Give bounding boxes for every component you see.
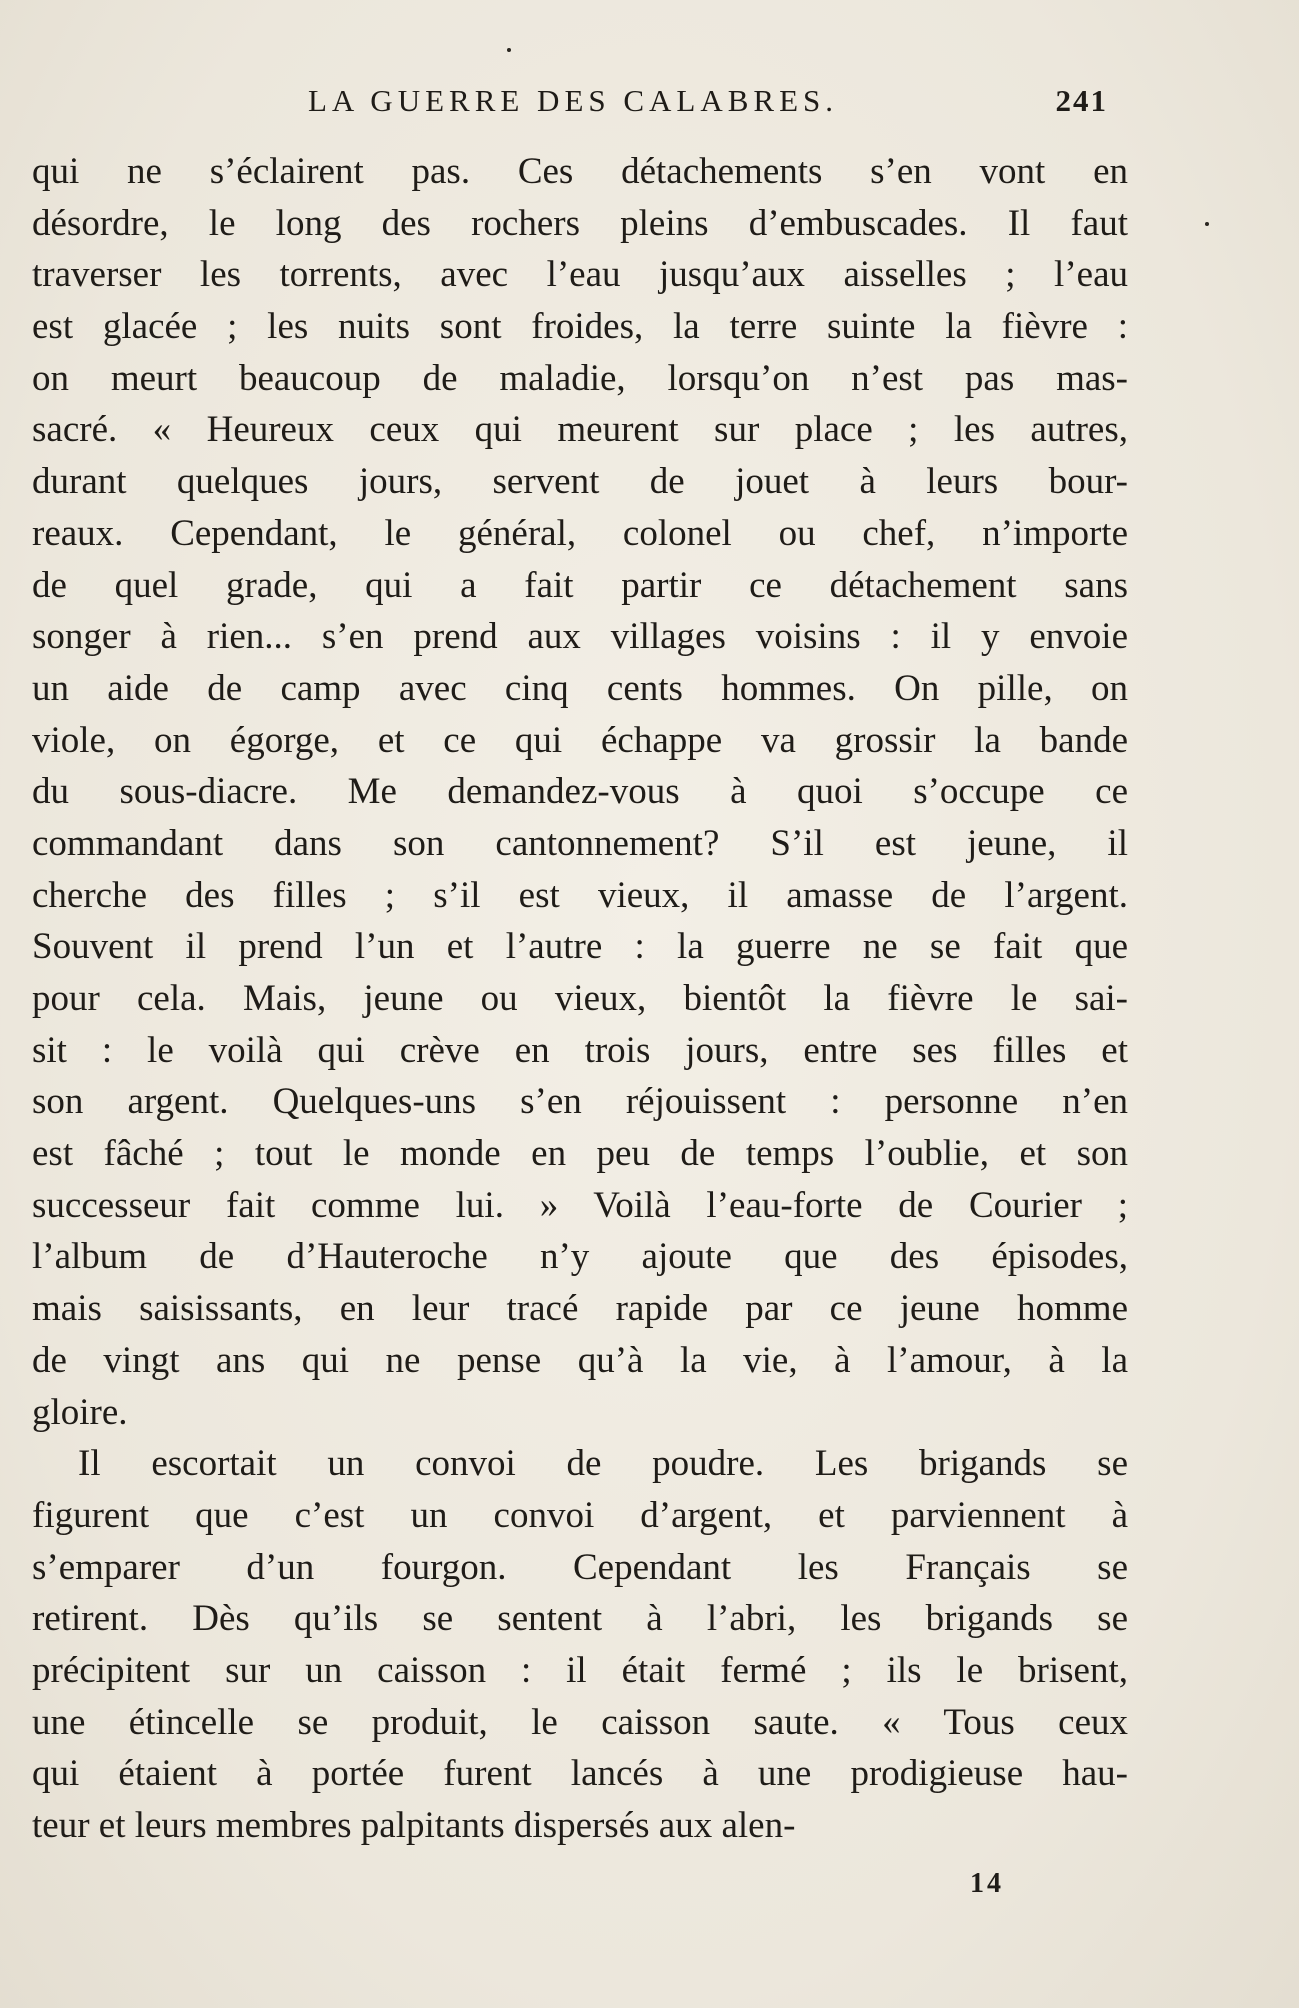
text-line: qui étaient à portée furent lancés à une prodigieuse hau- — [32, 1753, 1128, 1795]
text-line: son argent. Quelques-uns s’en réjouissent : personne n’en — [32, 1081, 1128, 1123]
text-line: pour cela. Mais, jeune ou vieux, bientôt la fièvre le sai- — [32, 978, 1128, 1019]
text-line: figurent que c’est un convoi d’argent, et parviennent à — [32, 1494, 1128, 1536]
text-line: l’album de d’Hauteroche n’y ajoute que des épisodes, — [32, 1236, 1128, 1278]
text-line: une étincelle se produit, le caisson saute. « Tous ceux — [32, 1701, 1128, 1743]
text-line: successeur fait comme lui. » Voilà l’eau-forte de Courier ; — [32, 1184, 1128, 1226]
text-line: reaux. Cependant, le général, colonel ou chef, n’importe — [32, 512, 1128, 554]
text-line: Souvent il prend l’un et l’autre : la guerre ne se fait que — [32, 926, 1128, 968]
text-line: Il escortait un convoi de poudre. Les brigands se — [78, 1443, 1128, 1485]
text-line: s’emparer d’un fourgon. Cependant les Français se — [32, 1546, 1128, 1588]
text-line: viole, on égorge, et ce qui échappe va grossir la bande — [32, 719, 1128, 761]
text-line: cherche des filles ; s’il est vieux, il amasse de l’argent. — [32, 874, 1128, 916]
body-text — [32, 146, 1128, 1852]
text-line: sacré. « Heureux ceux qui meurent sur place ; les autres, — [32, 409, 1128, 451]
text-line: de vingt ans qui ne pense qu’à la vie, à l’amour, à la — [32, 1339, 1128, 1381]
text-line: est fâché ; tout le monde en peu de temps l’oublie, et son — [32, 1133, 1128, 1175]
paragraph — [32, 1438, 1128, 1852]
text-line: gloire. — [32, 1391, 128, 1433]
text-line: est glacée ; les nuits sont froides, la terre suinte la fièvre : — [32, 306, 1128, 348]
text-line: un aide de camp avec cinq cents hommes. On pille, on — [32, 667, 1128, 709]
text-line: de quel grade, qui a fait partir ce détachement sans — [32, 564, 1128, 606]
text-line: sit : le voilà qui crève en trois jours, entre ses filles et — [32, 1029, 1128, 1071]
signature-mark: 14 — [970, 1868, 1004, 1899]
text-line: on meurt beaucoup de maladie, lorsqu’on n’est pas mas- — [32, 357, 1128, 399]
paragraph — [32, 146, 1128, 1438]
page-number: 241 — [1055, 83, 1108, 118]
running-head — [38, 76, 1108, 126]
running-title: LA GUERRE DES CALABRES. — [307, 83, 839, 118]
text-line: songer à rien... s’en prend aux villages voisins : il y envoie — [32, 616, 1128, 658]
text-line: traverser les torrents, avec l’eau jusqu’aux aisselles ; l’eau — [32, 254, 1128, 296]
text-line: du sous-diacre. Me demandez-vous à quoi s’occupe ce — [32, 771, 1128, 813]
text-line: commandant dans son cantonnement? S’il est jeune, il — [32, 822, 1128, 864]
text-line: précipitent sur un caisson : il était fermé ; ils le brisent, — [32, 1649, 1128, 1691]
text-line: retirent. Dès qu’ils se sentent à l’abri, les brigands se — [32, 1598, 1128, 1640]
ink-speck — [1205, 222, 1209, 226]
text-line: teur et leurs membres palpitants dispersés aux alen- — [32, 1805, 796, 1846]
text-line: qui ne s’éclairent pas. Ces détachements s’en vont en — [32, 151, 1128, 192]
text-line: désordre, le long des rochers pleins d’embuscades. Il faut — [32, 202, 1128, 244]
ink-speck — [507, 48, 511, 52]
text-line: durant quelques jours, servent de jouet à leurs bour- — [32, 461, 1128, 503]
text-line: mais saisissants, en leur tracé rapide par ce jeune homme — [32, 1288, 1128, 1330]
